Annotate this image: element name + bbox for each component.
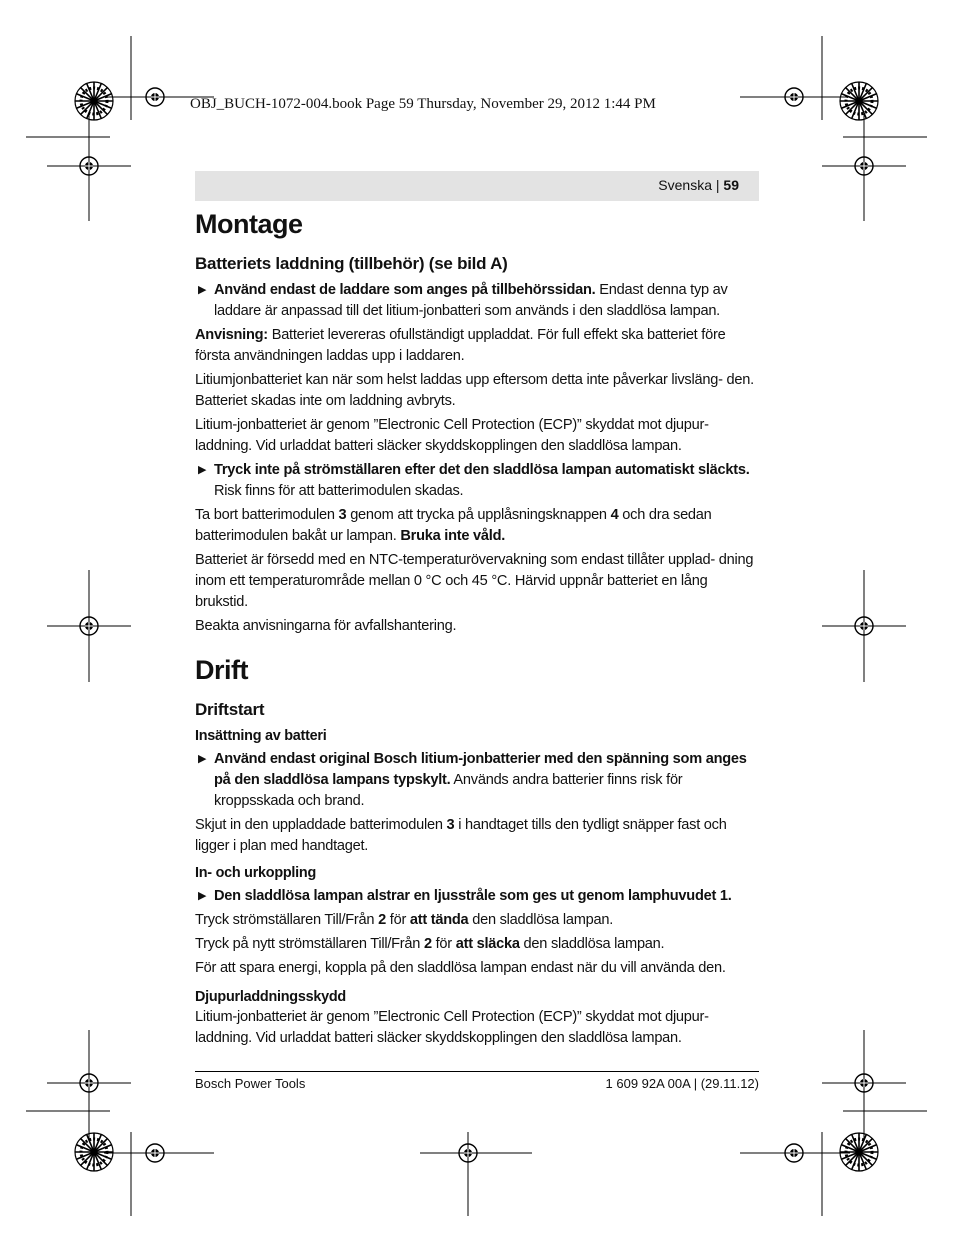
- bullet-bold: Använd endast de laddare som anges på tillbehörssidan.: [214, 282, 596, 298]
- emphasis: att släcka: [455, 936, 520, 952]
- footer-brand: Bosch Power Tools: [195, 1076, 306, 1091]
- heading-on-off: In- och urkoppling: [195, 865, 317, 881]
- bullet-bold: Tryck inte på strömställaren efter det den sladdlösa lampan automatiskt släckts.: [214, 462, 750, 478]
- triangle-right-icon: ▶: [198, 890, 207, 902]
- bullet-bold: Använd endast original Bosch litium-jonbatterier med den spänning som anges på den sladdlösa lampans typskylt.: [214, 751, 747, 788]
- paragraph-disposal: Beakta anvisningarna för avfallshantering.: [195, 618, 457, 634]
- text: för: [385, 912, 410, 928]
- header-language: Svenska: [658, 177, 712, 193]
- section-title-drift: Drift: [195, 655, 248, 685]
- bullet-text: Endast denna typ av laddare är anpassad till det litium-jonbatteri som används i den sladdlösa lampan.: [214, 282, 728, 319]
- bullet-text: Används andra batterier finns risk för kroppsskada och brand.: [214, 772, 683, 809]
- text: Tryck på nytt strömställaren Till/Från: [195, 936, 424, 952]
- text: Ta bort batterimodulen: [195, 507, 339, 523]
- bullet-text: Risk finns för att batterimodulen skadas.: [214, 483, 464, 499]
- section-title-montage: Montage: [195, 209, 303, 239]
- text: och dra sedan batterimodulen bakåt ur lampan.: [195, 507, 712, 544]
- paragraph-lifespan: Litiumjonbatteriet kan när som helst laddas upp eftersom detta inte påverkar livsläng- den. Batteriet skadas inte om laddning avbryts.: [195, 372, 754, 409]
- triangle-right-icon: ▶: [198, 753, 207, 765]
- heading-insert-battery: Insättning av batteri: [195, 728, 327, 744]
- text: Tryck strömställaren Till/Från: [195, 912, 379, 928]
- paragraph-ecp: Litium-jonbatteriet är genom ”Electronic Cell Protection (ECP)” skyddat mot djupur- laddning. Vid urladdat batteri släcker skyddskopplingen den sladdlösa lampan.: [195, 417, 709, 454]
- emphasis: Bruka inte våld.: [400, 528, 506, 544]
- text: genom att trycka på upplåsningsknappen: [346, 507, 611, 523]
- header-page-number: 59: [723, 177, 739, 193]
- header-separator: |: [715, 177, 720, 193]
- subsection-title-charging: Batteriets laddning (tillbehör) (se bild A): [195, 254, 508, 273]
- ref-number: 3: [446, 817, 455, 833]
- ref-number: 2: [378, 912, 386, 928]
- note-label: Anvisning:: [195, 327, 268, 343]
- print-slug: OBJ_BUCH-1072-004.book Page 59 Thursday, November 29, 2012 1:44 PM: [190, 96, 656, 112]
- bullet-bold: Den sladdlösa lampan alstrar en ljusstråle som ges ut genom lamphuvudet 1.: [214, 888, 732, 904]
- ref-number: 4: [610, 507, 619, 523]
- emphasis: att tända: [409, 912, 469, 928]
- triangle-right-icon: ▶: [198, 464, 207, 476]
- text: den sladdlösa lampan.: [519, 936, 665, 952]
- text: Skjut in den uppladdade batterimodulen: [195, 817, 447, 833]
- ref-number: 3: [338, 507, 347, 523]
- text: i handtaget tills den tydligt snäpper fast och ligger i plan med handtaget.: [195, 817, 727, 854]
- text: den sladdlösa lampan.: [468, 912, 614, 928]
- subsection-title-driftstart: Driftstart: [195, 700, 265, 719]
- paragraph-ntc: Batteriet är försedd med en NTC-temperaturövervakning som endast tillåter upplad- dning inom ett temperaturområde mellan 0 °C och 45 °C. Härvid uppnår batteriet en lång brukstid.: [195, 552, 754, 610]
- paragraph-save-energy: För att spara energi, koppla på den sladdlösa lampan endast när du vill använda den.: [195, 960, 726, 976]
- paragraph-deep-discharge: Litium-jonbatteriet är genom ”Electronic Cell Protection (ECP)” skyddat mot djupur- laddning. Vid urladdat batteri släcker skyddskopplingen den sladdlösa lampan.: [195, 1009, 709, 1046]
- footer-docnumber: 1 609 92A 00A | (29.11.12): [605, 1076, 759, 1091]
- heading-deep-discharge: Djupurladdningsskydd: [195, 989, 346, 1005]
- note-text: Batteriet levereras ofullständigt uppladdat. För full effekt ska batteriet före första användningen laddas upp i laddaren.: [195, 327, 726, 364]
- triangle-right-icon: ▶: [198, 284, 207, 296]
- text: för: [431, 936, 456, 952]
- ref-number: 2: [423, 936, 432, 952]
